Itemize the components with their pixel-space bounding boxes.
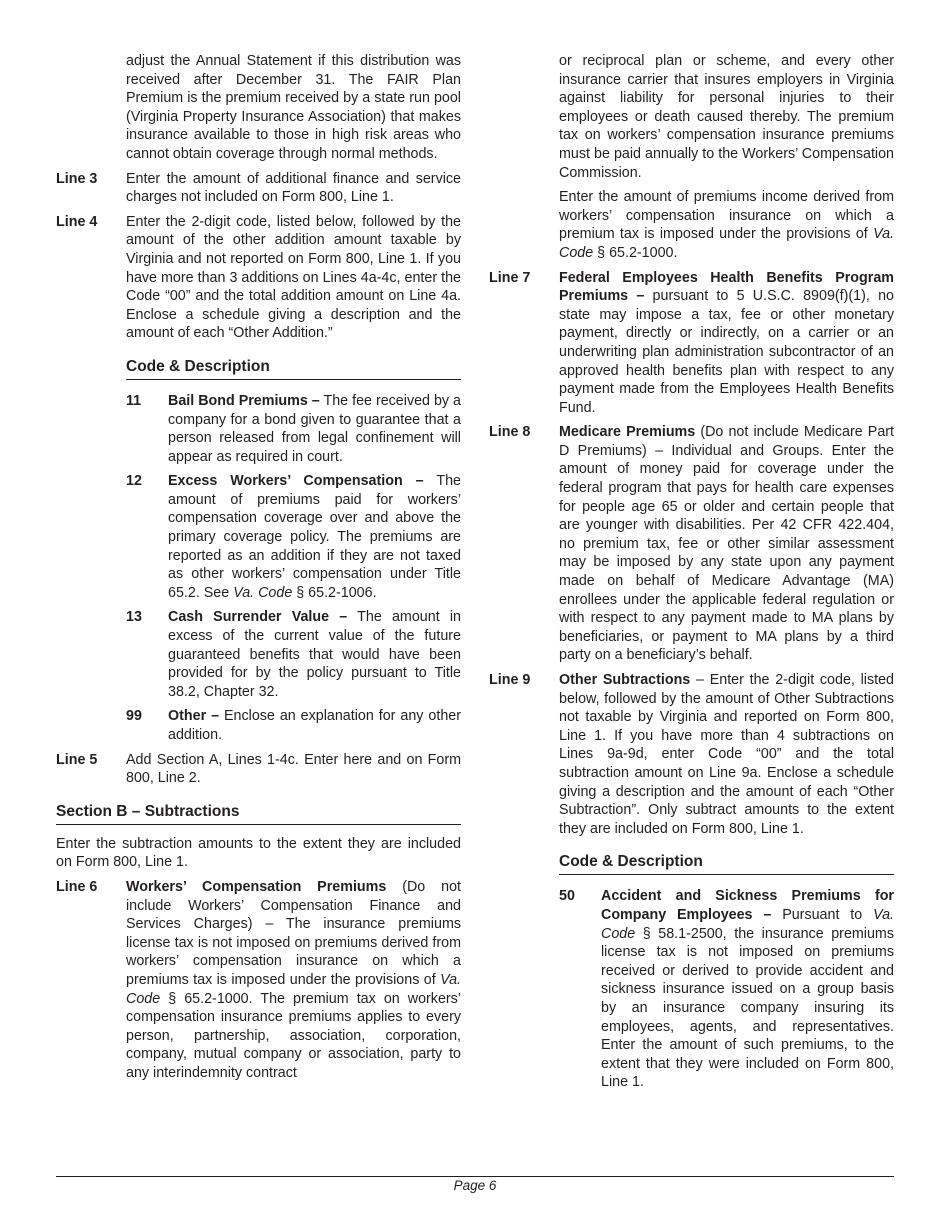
section-b-heading: Section B – Subtractions bbox=[56, 802, 461, 825]
line-text bbox=[559, 671, 894, 838]
line-desc: (Do not include Workers’ Compensation Finance and Services Charges) – The insurance premiums license tax is not imposed on premiums derived from workers’ compensation insurance on which a premiums tax is imposed under the provisions of bbox=[126, 878, 462, 988]
code-desc: § 65.2-1006. bbox=[292, 584, 377, 601]
citation: Va. Code bbox=[559, 226, 894, 261]
line-title: Workers’ Compensation Premiums bbox=[126, 878, 387, 895]
paragraph-text: § 65.2-1000. bbox=[593, 244, 678, 261]
code-number: 12 bbox=[126, 473, 142, 490]
code-description-heading: Code & Description bbox=[559, 852, 894, 875]
code-text bbox=[601, 887, 894, 1092]
code-text bbox=[168, 608, 461, 701]
code-title: Bail Bond Premiums – bbox=[168, 392, 320, 409]
code-item bbox=[559, 887, 894, 1092]
paragraph-text: Enter the amount of premiums income derived from workers’ compensation insurance on which a premium tax is imposed under the provisions of bbox=[559, 189, 894, 243]
code-title: Excess Workers’ Compensation – bbox=[168, 473, 424, 490]
line-label: Line 4 bbox=[56, 213, 98, 230]
line-8 bbox=[489, 423, 894, 665]
code-text bbox=[168, 392, 461, 466]
line-label: Line 7 bbox=[489, 269, 531, 286]
left-column bbox=[56, 52, 461, 1089]
section-b-intro: Enter the subtraction amounts to the extent they are included on Form 800, Line 1. bbox=[56, 835, 461, 871]
code-title: Other – bbox=[168, 708, 220, 725]
code-desc: Pursuant to bbox=[771, 906, 874, 923]
code-text bbox=[168, 472, 461, 602]
right-column bbox=[489, 52, 894, 1098]
line-desc: pursuant to 5 U.S.C. 8909(f)(1), no state may impose a tax, fee or other monetary payment, directly or indirectly, on a carrier or an underwriting plan administration subcontractor of an approved health benefits plan with respect to any payment made from the Employees Health Benefits Fund. bbox=[559, 288, 894, 416]
line-label: Line 5 bbox=[56, 751, 98, 768]
line-text: Add Section A, Lines 1-4c. Enter here and on Form 800, Line 2. bbox=[126, 751, 461, 787]
citation: Va. Code bbox=[233, 584, 293, 601]
line-4 bbox=[56, 213, 461, 343]
continued-paragraph: adjust the Annual Statement if this distribution was received after December 31. The FAIR Plan Premium is the premium received by a state run pool (Virginia Property Insurance Association) that makes insurance available to those in high risk areas who cannot obtain coverage through normal methods. bbox=[126, 53, 461, 162]
code-desc: The amount of premiums paid for workers’ compensation coverage over and above the primary coverage policy. The premiums are reported as an addition if they are not taxed as other workers’ compensation under Title 65.2. See bbox=[168, 473, 461, 601]
line-desc: – Enter the 2-digit code, listed below, followed by the amount of Other Subtractions not taxable by Virginia and reported on Form 800, Line 1. If you have more than 4 subtractions on Lines 9a-9d, enter Code “00” and the total subtraction amount on Line 9a. Enclose a schedule giving a description and the amount of each “Other Subtraction”. Only subtract amounts to the extent they are included on Form 800, Line 1. bbox=[559, 672, 895, 837]
code-desc: Enclose an explanation for any other addition. bbox=[168, 708, 461, 743]
page-number: Page 6 bbox=[453, 1178, 497, 1193]
citation: Va. Code bbox=[126, 971, 461, 1007]
line-9 bbox=[489, 671, 894, 838]
code-item bbox=[126, 392, 461, 466]
code-desc: The fee received by a company for a bond given to guarantee that a person released from legal confinement will appear as required in court. bbox=[168, 392, 461, 465]
line-text bbox=[559, 423, 894, 665]
line-text bbox=[559, 269, 894, 418]
code-title: Accident and Sickness Premiums for Company Employees – bbox=[601, 888, 894, 923]
line-label: Line 6 bbox=[56, 878, 98, 895]
line-6 bbox=[56, 878, 461, 1083]
line-3 bbox=[56, 170, 461, 207]
code-description-heading: Code & Description bbox=[126, 357, 461, 380]
line-5 bbox=[56, 751, 461, 788]
line-label: Line 3 bbox=[56, 170, 98, 187]
continued-paragraph: or reciprocal plan or scheme, and every other insurance carrier that insures employers in Virginia against liability for personal injuries to their employees or death caused thereby. The premium tax on workers’ compensation insurance premiums must be paid annually to the Workers’ Compensation Commission. bbox=[559, 53, 894, 181]
line-desc: (Do not include Medicare Part D Premiums) – Individual and Groups. Enter the amount of money paid for coverage under the federal program that pays for health care expenses for people age 65 or older and certain people that are younger with disabilities. Per 42 CFR 422.404, no premium tax, fee or other similar assessment may be imposed by any state upon any payment made on behalf of Medicare Advantage (MA) enrollees under the applicable federal regulation or with respect to any payment made to MA plans by beneficiaries, or payment to MA plans by a third party on a beneficiary’s behalf. bbox=[559, 424, 894, 664]
line-text: Enter the amount of additional finance and service charges not included on Form 800, Line 1. bbox=[126, 170, 461, 206]
code-number: 11 bbox=[126, 392, 142, 409]
code-item bbox=[126, 707, 461, 744]
code-number: 99 bbox=[126, 708, 142, 725]
code-desc: § 58.1-2500, the insurance premiums license tax is not imposed on premiums received or derived to provide accident and sickness insurance issued on a group basis by an insurance company insuring its employees, agents, and representatives. Enter the amount of such premiums, to the extent that they were included on Form 800, Line 1. bbox=[601, 925, 894, 1091]
line-7 bbox=[489, 269, 894, 418]
code-title: Cash Surrender Value – bbox=[168, 609, 348, 626]
code-item bbox=[126, 608, 461, 701]
code-desc: The amount in excess of the current value of the future guaranteed benefits that would have been provided for by the policy pursuant to Title 38.2, Chapter 32. bbox=[168, 609, 461, 700]
line-desc: § 65.2-1000. The premium tax on workers’ compensation insurance premiums applies to every person, partnership, association, corporation, company, mutual company or association, party to any interindemnity contract bbox=[126, 990, 461, 1081]
line-title: Federal Employees Health Benefits Program Premiums – bbox=[559, 269, 894, 305]
line-text bbox=[126, 878, 461, 1083]
paragraph bbox=[559, 188, 894, 262]
code-item bbox=[126, 472, 461, 602]
line-title: Medicare Premiums bbox=[559, 424, 696, 441]
citation: Va. Code bbox=[601, 906, 895, 942]
code-number: 13 bbox=[126, 609, 142, 626]
code-text bbox=[168, 707, 461, 744]
line-text: Enter the 2-digit code, listed below, followed by the amount of the other addition amount taxable by Virginia and not reported on Form 800, Line 1. If you have more than 3 additions on Lines 4a-4c, enter the Code “00” and the total addition amount on Line 4a. Enclose a schedule giving a description and the amount of each “Other Addition.” bbox=[126, 213, 461, 342]
line-label: Line 8 bbox=[489, 424, 531, 441]
line-label: Line 9 bbox=[489, 672, 531, 688]
code-number: 50 bbox=[559, 888, 575, 905]
line-title: Other Subtractions bbox=[559, 672, 691, 688]
